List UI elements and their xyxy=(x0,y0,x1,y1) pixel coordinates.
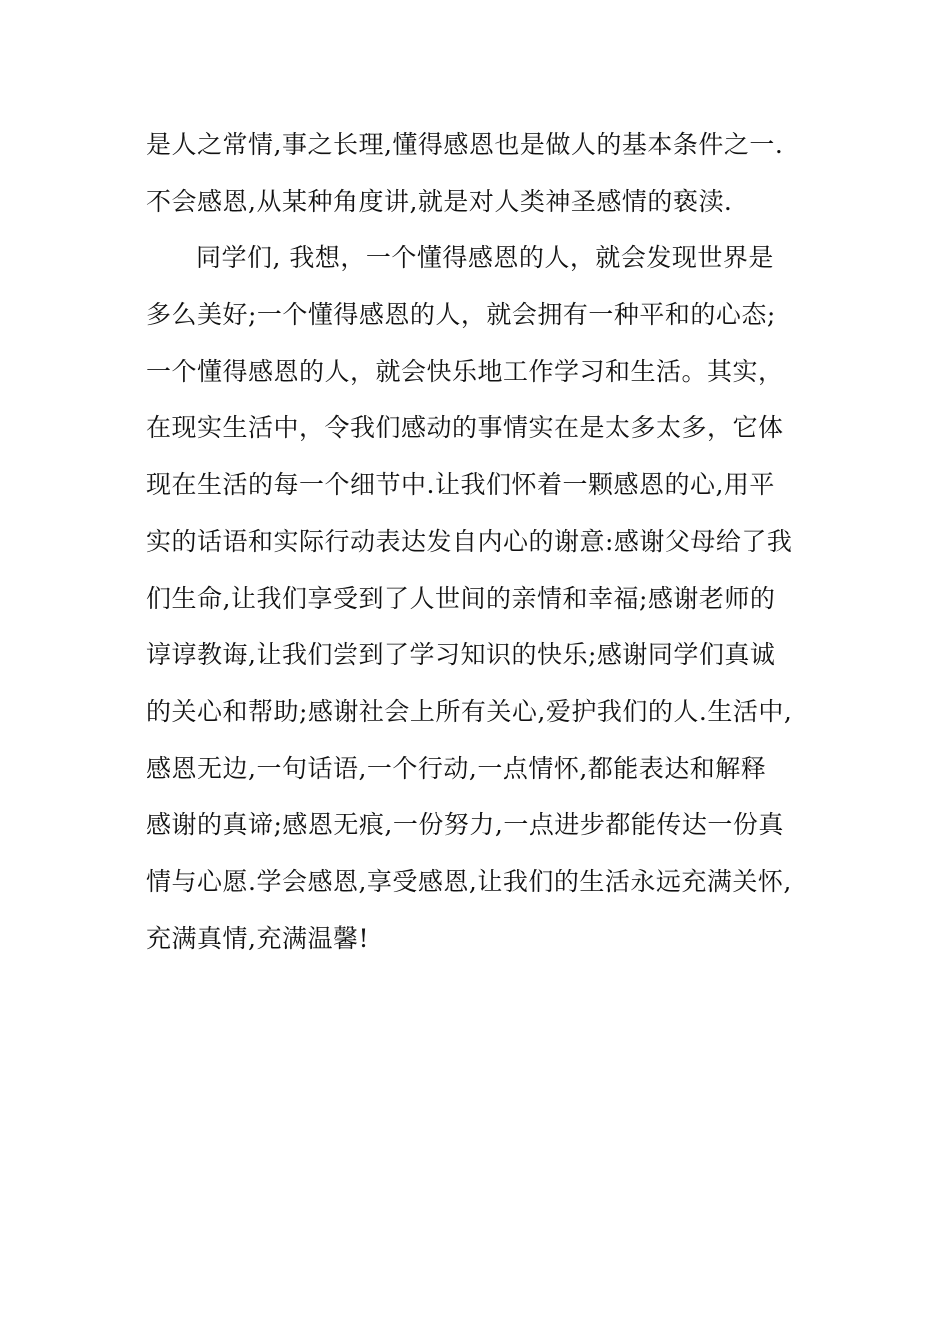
paragraph-start-line: 同学们, 我想，一个懂得感恩的人，就会发现世界是 xyxy=(196,243,774,273)
text-line: 在现实生活中，令我们感动的事情实在是太多太多，它体 xyxy=(146,413,784,443)
text-line: 们生命,让我们享受到了人世间的亲情和幸福;感谢老师的 xyxy=(146,583,776,613)
body-text xyxy=(146,117,826,967)
text-line: 一个懂得感恩的人，就会快乐地工作学习和生活。其实， xyxy=(146,356,784,386)
text-line: 实的话语和实际行动表达发自内心的谢意:感谢父母给了我 xyxy=(146,526,793,556)
text-line: 谆谆教诲,让我们尝到了学习知识的快乐;感谢同学们真诚 xyxy=(146,640,776,670)
text-line: 感恩无边,一句话语,一个行动,一点情怀,都能表达和解释 xyxy=(146,753,767,783)
text-line: 是人之常情,事之长理,懂得感恩也是做人的基本条件之一. xyxy=(146,130,784,159)
text-line: 情与心愿.学会感恩,享受感恩,让我们的生活永远充满关怀, xyxy=(146,866,792,896)
text-line: 现在生活的每一个细节中.让我们怀着一颗感恩的心,用平 xyxy=(146,470,775,500)
text-line: 的关心和帮助;感谢社会上所有关心,爱护我们的人.生活中, xyxy=(146,696,793,726)
text-line: 不会感恩,从某种角度讲,就是对人类神圣感情的亵渎. xyxy=(146,186,733,216)
text-line: 多么美好;一个懂得感恩的人，就会拥有一种平和的心态; xyxy=(146,300,776,330)
text-line: 感谢的真谛;感恩无痕,一份努力,一点进步都能传达一份真 xyxy=(146,810,784,840)
text-line: 充满真情,充满温馨! xyxy=(146,923,369,953)
